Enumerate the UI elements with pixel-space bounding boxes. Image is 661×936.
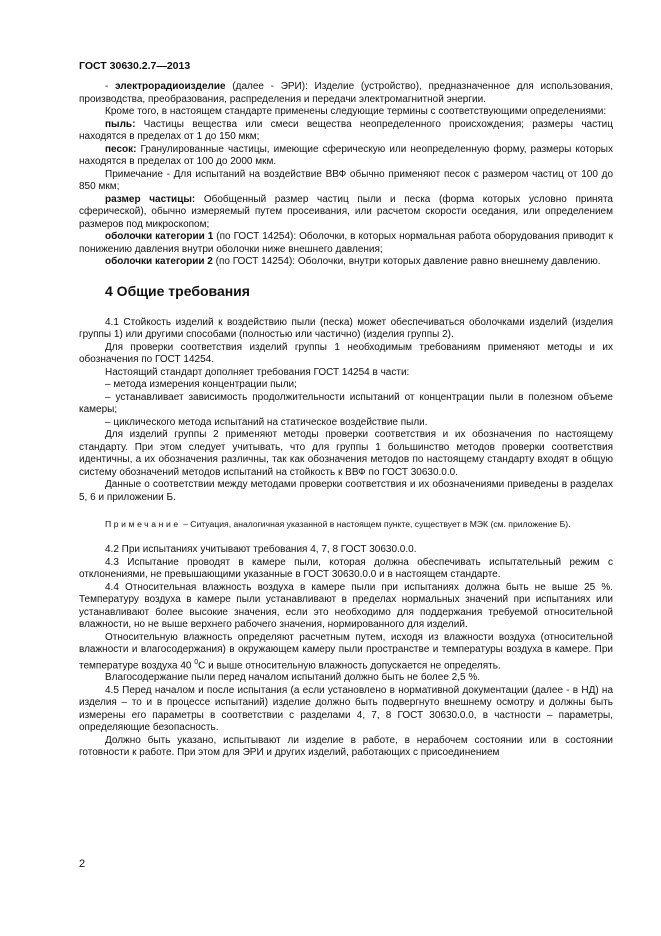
paragraph: Данные о соответствии между методами проверки соответствия и их обозначениями приведены в разделах 5, 6 и приложении Б. xyxy=(79,479,613,503)
paragraph: 4.2 При испытаниях учитывают требования 4, 7, 8 ГОСТ 30630.0.0. xyxy=(105,544,417,555)
term-particle-size: размер частицы: Обобщенный размер частиц пыли и песка (форма которых условно принята сферической), обычно измеряемый путем просеивания, или расчетом скорости оседания, или определением размеров под микроскопом; xyxy=(79,193,613,230)
page-number: 2 xyxy=(79,858,86,870)
document-page xyxy=(79,60,613,760)
paragraph: Относительную влажность определяют расчетным путем, исходя из влажности воздуха (относительной влажности и влагосодержания) в окружающем камеру пыли пространстве и температуры воздуха в камере. При температуре воздуха 40 $^0$С и выше относительную влажность допускается не определять. xyxy=(79,631,613,671)
sand-note: Примечание - Для испытаний на воздействие ВВФ обычно применяют песок с размером частиц от 100 до 850 мкм; xyxy=(79,168,613,192)
paragraph: 4.3 Испытание проводят в камере пыли, которая должна обеспечивать испытательный режим с отклонениями, не превышающими указанные в ГОСТ 30630.0.0 и в настоящем стандарте. xyxy=(79,556,613,580)
section-heading: 4 Общие требования xyxy=(105,282,250,299)
paragraph: Настоящий стандарт дополняет требования ГОСТ 14254 в части: xyxy=(105,366,410,378)
paragraph: Должно быть указано, испытывают ли изделие в работе, в нерабочем состоянии или в состоянии готовности к работе. При этом для ЭРИ и других изделий, работающих с присоединением xyxy=(79,734,613,759)
term-eri: - электрорадиоизделие (далее - ЭРИ): Изделие (устройство), предназначенное для использования, производства, преобразования, распределения и передачи электромагнитной энергии. xyxy=(79,81,613,105)
paragraph: 4.1 Стойкость изделий к воздействию пыли (песка) может обеспечиваться оболочками изделий (изделия группы 1) или другими способами (полностью или частично) (изделия группы 2). xyxy=(79,316,613,340)
note-label: Примечание xyxy=(105,519,181,529)
paragraph: Для изделий группы 2 применяют методы проверки соответствия и их обозначения по настоящему стандарту. При этом следует учитывать, что для группы 1 большинство методов проверки соответствия идентичны, а их обозначения различны, так как обозначения методов по настоящему стандарту входят в общую систему обозначений методов испытаний на стойкость к ВВФ по ГОСТ 30630.0.0. xyxy=(79,429,613,478)
terms-intro: Кроме того, в настоящем стандарте применены следующие термины с соответствующими определениями: xyxy=(105,106,607,117)
term-sand: песок: Гранулированные частицы, имеющие сферическую или неопределенную форму, размеры которых находятся в пределах от 100 до 2000 мкм. xyxy=(79,143,613,167)
paragraph: Для проверки соответствия изделий группы 1 необходимым требованиям применяют методы и их обозначения по ГОСТ 14254. xyxy=(79,341,613,365)
note: Примечание – Ситуация, аналогичная указанной в настоящем пункте, существует в МЭК (см. приложение Б). xyxy=(105,519,571,529)
term-category-2: оболочки категории 2 (по ГОСТ 14254): Оболочки, внутри которых давление равно внешнему давлению. xyxy=(105,256,601,267)
list-item: – циклического метода испытаний на статическое воздействие пыли. xyxy=(105,416,428,428)
term-eri-name: электрорадиоизделие xyxy=(115,81,226,92)
paragraph: 4.5 Перед началом и после испытания (а если установлено в нормативной документации (далее - в НД) на изделия – то и в процессе испытаний) изделие должно быть подвергнуто внешнему осмотру и должны быть измерены его параметры в соответствии с разделами 4, 7, 8 ГОСТ 30630.0.0, в частности – параметры, определяющие безопасность. xyxy=(79,684,613,734)
term-category-1: оболочки категории 1 (по ГОСТ 14254): Оболочки, в которых нормальная работа оборудования приводит к понижению давления внутри оболочки ниже внешнего давления; xyxy=(79,231,613,255)
running-header: ГОСТ 30630.2.7—2013 xyxy=(79,60,191,72)
paragraph: Влагосодержание пыли перед началом испытаний должно быть не более 2,5 %. xyxy=(105,672,481,684)
list-item: – устанавливает зависимость продолжительности испытаний от концентрации пыли в полезном объеме камеры; xyxy=(79,391,613,415)
list-item: – метода измерения концентрации пыли; xyxy=(105,379,297,390)
term-dust: пыль: Частицы вещества или смеси вещества неопределенного происхождения; размеры частиц находятся в пределах от 1 до 150 мкм; xyxy=(79,118,613,142)
paragraph: 4.4 Относительная влажность воздуха в камере пыли при испытаниях должна быть не выше 25 %. Температуру воздуха в камере пыли устанавливают в пределах нормальных значений при испытаниях или устанавливают более высокие значения, если это необходимо для поддержания требуемой относительной влажности, но не выше верхнего рабочего значения, нормированного для изделий. xyxy=(79,581,613,630)
